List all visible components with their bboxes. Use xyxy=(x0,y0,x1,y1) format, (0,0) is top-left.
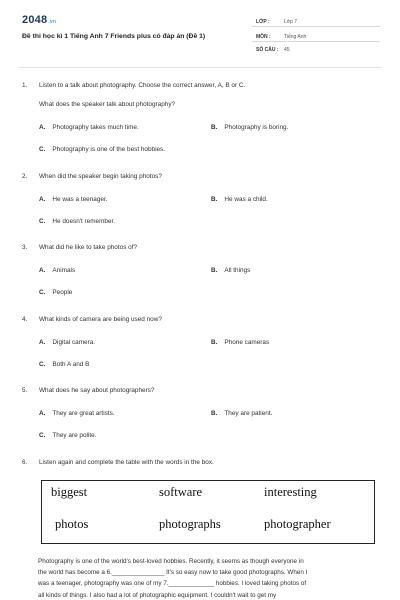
question-text: What does he say about photographers? xyxy=(39,387,155,394)
question-text: What kinds of camera are being used now? xyxy=(39,316,162,323)
page-header xyxy=(0,0,400,70)
meta-value: Lớp 7 xyxy=(284,19,298,25)
option-text: Photography takes much time. xyxy=(52,124,139,131)
question-number: 3. xyxy=(22,244,28,251)
option-letter: A. xyxy=(39,196,46,203)
option-letter: C. xyxy=(39,361,46,368)
option-text: He was a child. xyxy=(224,196,268,203)
question-text: What did he like to take photos of? xyxy=(39,244,138,251)
question-text: When did the speaker begin taking photos? xyxy=(39,173,162,180)
option-text: Phone cameras xyxy=(224,339,270,346)
meta-key: LỚP : xyxy=(256,19,270,25)
option-letter: A. xyxy=(39,267,46,274)
meta-value: Tiếng Anh xyxy=(284,34,307,40)
option-text: They are polite. xyxy=(52,432,97,439)
option-letter: C. xyxy=(39,146,46,153)
option-3c[interactable] xyxy=(39,289,72,296)
meta-row-count xyxy=(252,44,380,55)
word-box-item: software xyxy=(159,485,203,499)
option-letter: A. xyxy=(39,410,46,417)
option-letter: A. xyxy=(39,339,46,346)
passage-text xyxy=(38,556,378,600)
option-4a[interactable] xyxy=(39,339,95,346)
word-box-item: biggest xyxy=(51,485,88,499)
option-1b[interactable] xyxy=(211,124,288,131)
question-number: 4. xyxy=(22,316,28,323)
option-5b[interactable] xyxy=(211,410,272,417)
option-text: People xyxy=(52,289,73,296)
meta-row-subject xyxy=(252,31,380,42)
meta-key: MÔN : xyxy=(256,34,271,40)
option-letter: C. xyxy=(39,289,46,296)
option-letter: B. xyxy=(211,339,218,346)
logo-suffix: .vn xyxy=(48,19,57,25)
option-text: They are great artists. xyxy=(52,410,115,417)
option-text: He doesn't remember. xyxy=(52,218,116,225)
option-letter: C. xyxy=(39,432,46,439)
option-text: Digital camera. xyxy=(52,339,96,346)
word-box-item: interesting xyxy=(264,485,317,499)
option-text: They are patient. xyxy=(224,410,273,417)
option-3a[interactable] xyxy=(39,267,75,274)
meta-key: SỐ CÂU : xyxy=(256,47,279,53)
option-1a[interactable] xyxy=(39,124,139,131)
question-number: 6. xyxy=(22,459,28,466)
word-box-item: photos xyxy=(55,517,89,531)
logo-text: 2048 xyxy=(22,14,48,26)
word-box-item: photographs xyxy=(159,517,221,531)
passage-line: was a teenager, photography was one of my 7._____________ hobbies. I loved taking photos of xyxy=(38,580,307,588)
option-letter: C. xyxy=(39,218,46,225)
meta-row-grade xyxy=(252,16,380,27)
option-letter: B. xyxy=(211,124,218,131)
question-text: Listen again and complete the table with the words in the box. xyxy=(39,459,214,466)
option-3b[interactable] xyxy=(211,267,250,274)
meta-value: 45 xyxy=(284,47,290,53)
question-number: 2. xyxy=(22,173,28,180)
header-divider xyxy=(18,67,382,68)
option-letter: A. xyxy=(39,124,46,131)
option-text: Animals xyxy=(52,267,76,274)
option-5c[interactable] xyxy=(39,432,96,439)
passage-line: Photography is one of the world's best-loved hobbies. Recently, it seems as though everyone in xyxy=(38,558,304,565)
option-4c[interactable] xyxy=(39,361,89,368)
option-letter: B. xyxy=(211,267,218,274)
option-text: He was a teenager. xyxy=(52,196,108,203)
passage-line: all kinds of things. I also had a lot of photographic equipment. I couldn't wait to get my xyxy=(38,591,277,599)
document-title: Đề thi học kì 1 Tiếng Anh 7 Friends plus có đáp án (Đề 1) xyxy=(22,33,206,40)
option-2b[interactable] xyxy=(211,196,268,203)
question-number: 1. xyxy=(22,82,28,89)
option-5a[interactable] xyxy=(39,410,115,417)
question-text: What does the speaker talk about photography? xyxy=(39,101,176,108)
option-text: Photography is one of the best hobbies. xyxy=(52,146,166,153)
word-box-item: photographer xyxy=(264,517,331,531)
passage-line: the world has become a 6._______________ It's so easy now to take good photographs. When I xyxy=(38,569,308,577)
option-4b[interactable] xyxy=(211,339,269,346)
option-letter: B. xyxy=(211,196,218,203)
word-box xyxy=(41,480,375,544)
site-logo[interactable] xyxy=(22,14,56,26)
option-2a[interactable] xyxy=(39,196,107,203)
option-letter: B. xyxy=(211,410,218,417)
question-text: Listen to a talk about photography. Choose the correct answer, A, B or C. xyxy=(39,82,246,89)
option-1c[interactable] xyxy=(39,146,165,153)
option-text: All things xyxy=(224,267,251,274)
option-2c[interactable] xyxy=(39,218,115,225)
option-text: Photography is boring. xyxy=(224,124,289,131)
question-number: 5. xyxy=(22,387,28,394)
option-text: Both A and B xyxy=(52,361,90,368)
